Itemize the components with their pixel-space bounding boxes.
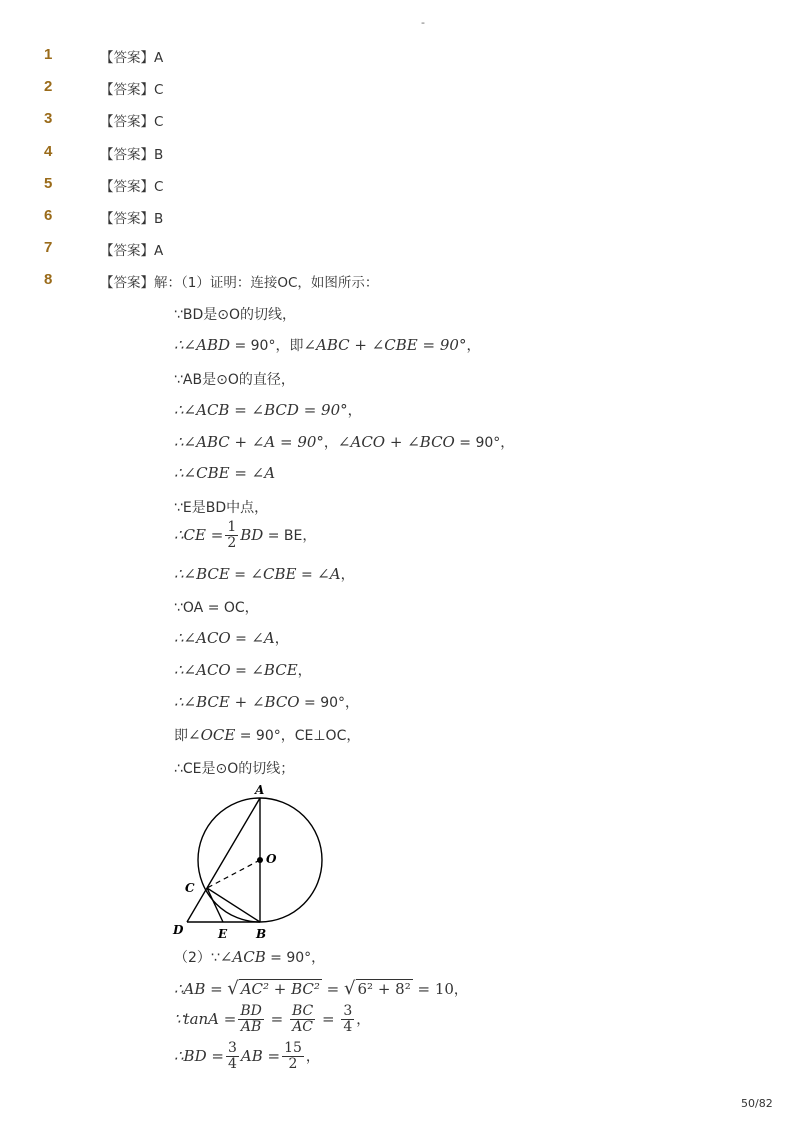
math-expr: ∠BCE: [251, 661, 298, 679]
numerator: BD: [240, 1003, 262, 1019]
solution-line-3: ∵AB是⊙O的直径，: [174, 372, 295, 388]
numerator: 1: [227, 519, 237, 535]
numerator: 3: [227, 1040, 237, 1056]
math-expr: ∠A: [317, 565, 341, 583]
solution-line-14: [174, 725, 360, 745]
solution-line-2: [174, 335, 480, 355]
text-part: =: [321, 980, 345, 998]
fraction: [282, 1041, 304, 1073]
text-part: =: [265, 1009, 288, 1028]
denominator: 4: [227, 1056, 237, 1073]
text-part: ，: [347, 403, 362, 419]
solution-line-15: ∴CE是⊙O的切线；: [174, 761, 295, 777]
denominator: 2: [288, 1056, 298, 1073]
answer-text: 【答案】B: [100, 147, 164, 163]
solution-line-1: ∵BD是⊙O的切线，: [174, 307, 297, 323]
math-expr: BD: [240, 525, 264, 544]
math-expr: ∠ABC + ∠CBE = 90°: [303, 336, 467, 354]
question-number: 5: [44, 175, 53, 192]
solution-line-5: [174, 432, 514, 452]
solution-line-8: [174, 520, 316, 552]
page-number: 50/82: [741, 1097, 773, 1110]
text-part: = 90°，: [454, 435, 515, 451]
center-point: [257, 857, 263, 863]
text-part: ，: [274, 631, 289, 647]
answer-text: 【答案】C: [100, 179, 164, 195]
solution-line-18: [174, 1004, 370, 1036]
text-part: ，: [466, 338, 481, 354]
text-part: = BE，: [263, 527, 317, 544]
label-a: A: [255, 783, 265, 797]
math-expr: = 10: [412, 980, 454, 998]
solution-line-11: [174, 628, 289, 648]
question-number: 8: [44, 271, 53, 288]
text-part: ，: [305, 1048, 320, 1065]
answer-text: 【答案】A: [100, 50, 164, 66]
text-part: ，: [340, 567, 355, 583]
text-part: 即: [174, 728, 188, 744]
sqrt-sign: √: [227, 978, 239, 999]
answer-text: 【答案】A: [100, 243, 164, 259]
math-expr: ∴∠ABC + ∠A = 90°: [174, 433, 324, 451]
math-expr: ∴∠ACB = ∠BCD = 90°: [174, 401, 348, 419]
solution-line-19: [174, 1041, 320, 1073]
denominator: 2: [227, 535, 237, 552]
sqrt-sign: √: [344, 978, 356, 999]
math-expr: ∴∠CBE = ∠A: [174, 464, 276, 482]
label-b: B: [256, 927, 267, 941]
denominator: AB: [240, 1019, 262, 1036]
fraction: [225, 520, 238, 552]
text-part: ，: [453, 982, 468, 998]
math-expr: ∴∠BCE + ∠BCO: [174, 693, 300, 711]
math-expr: ∴∠ABD: [174, 336, 230, 354]
math-expr: AB =: [240, 1046, 281, 1065]
solution-line-6: [174, 464, 275, 482]
math-expr: 6² + 8²: [357, 980, 411, 998]
question-number: 4: [44, 143, 53, 160]
label-c: C: [185, 881, 195, 895]
label-o: O: [266, 852, 277, 866]
question-number: 7: [44, 239, 53, 256]
numerator: 3: [343, 1003, 353, 1019]
text-part: =: [229, 567, 251, 583]
text-part: （2）∵: [174, 950, 220, 966]
question-number: 6: [44, 207, 53, 224]
text-part: =: [296, 567, 318, 583]
solution-line-13: [174, 692, 359, 712]
answer-text: 【答案】B: [100, 211, 164, 227]
solution-line-10: ∵OA = OC，: [174, 600, 259, 616]
geometry-diagram: [165, 782, 335, 942]
text-part: = 90°，即: [230, 338, 304, 354]
solution-line-7: ∵E是BD中点，: [174, 500, 269, 516]
header-mark: -: [421, 16, 425, 29]
math-expr: ∴BD =: [174, 1046, 224, 1065]
solution-line-9: [174, 564, 355, 584]
label-e: E: [218, 927, 228, 941]
math-expr: ∠ACB: [219, 948, 266, 966]
solution-line-16: [174, 947, 325, 967]
text-part: = 90°，CE⊥OC，: [235, 728, 361, 744]
math-expr: ∵tanA =: [174, 1009, 237, 1028]
solution-line-17: [174, 978, 468, 999]
label-d: D: [173, 923, 184, 937]
text-part: = 90°，: [299, 695, 360, 711]
solution-line-4: [174, 400, 362, 420]
denominator: 4: [343, 1019, 353, 1036]
solution-line-12: [174, 660, 312, 680]
answer-text: 【答案】C: [100, 114, 164, 130]
text-part: ，: [297, 663, 312, 679]
math-expr: ∠A: [251, 629, 275, 647]
text-part: ，: [323, 435, 338, 451]
text-part: =: [317, 1009, 340, 1028]
math-expr: ∴∠ACO: [174, 629, 231, 647]
math-expr: ∴∠BCE: [174, 565, 230, 583]
answer-text: 【答案】C: [100, 82, 164, 98]
math-expr: AC² + BC²: [240, 980, 320, 998]
math-expr: ∠OCE: [188, 726, 236, 744]
math-expr: ∠CBE: [250, 565, 297, 583]
numerator: BC: [291, 1003, 314, 1019]
text-part: ，: [356, 1011, 371, 1028]
fraction: [341, 1004, 354, 1036]
fraction: [290, 1004, 315, 1036]
math-expr: ∴∠ACO: [174, 661, 231, 679]
text-part: =: [230, 663, 252, 679]
fraction: [238, 1004, 264, 1036]
question-number: 3: [44, 110, 53, 127]
numerator: 15: [284, 1040, 302, 1056]
answer-text: 【答案】解：（1）证明：连接OC，如图所示：: [100, 275, 379, 291]
fraction: [226, 1041, 239, 1073]
question-number: 1: [44, 46, 53, 63]
denominator: AC: [292, 1019, 314, 1036]
text-part: =: [230, 631, 252, 647]
math-expr: ∴AB =: [174, 980, 223, 998]
math-expr: ∴CE =: [174, 525, 224, 544]
text-part: = 90°，: [265, 950, 326, 966]
question-number: 2: [44, 78, 53, 95]
math-expr: ∠ACO + ∠BCO: [337, 433, 455, 451]
